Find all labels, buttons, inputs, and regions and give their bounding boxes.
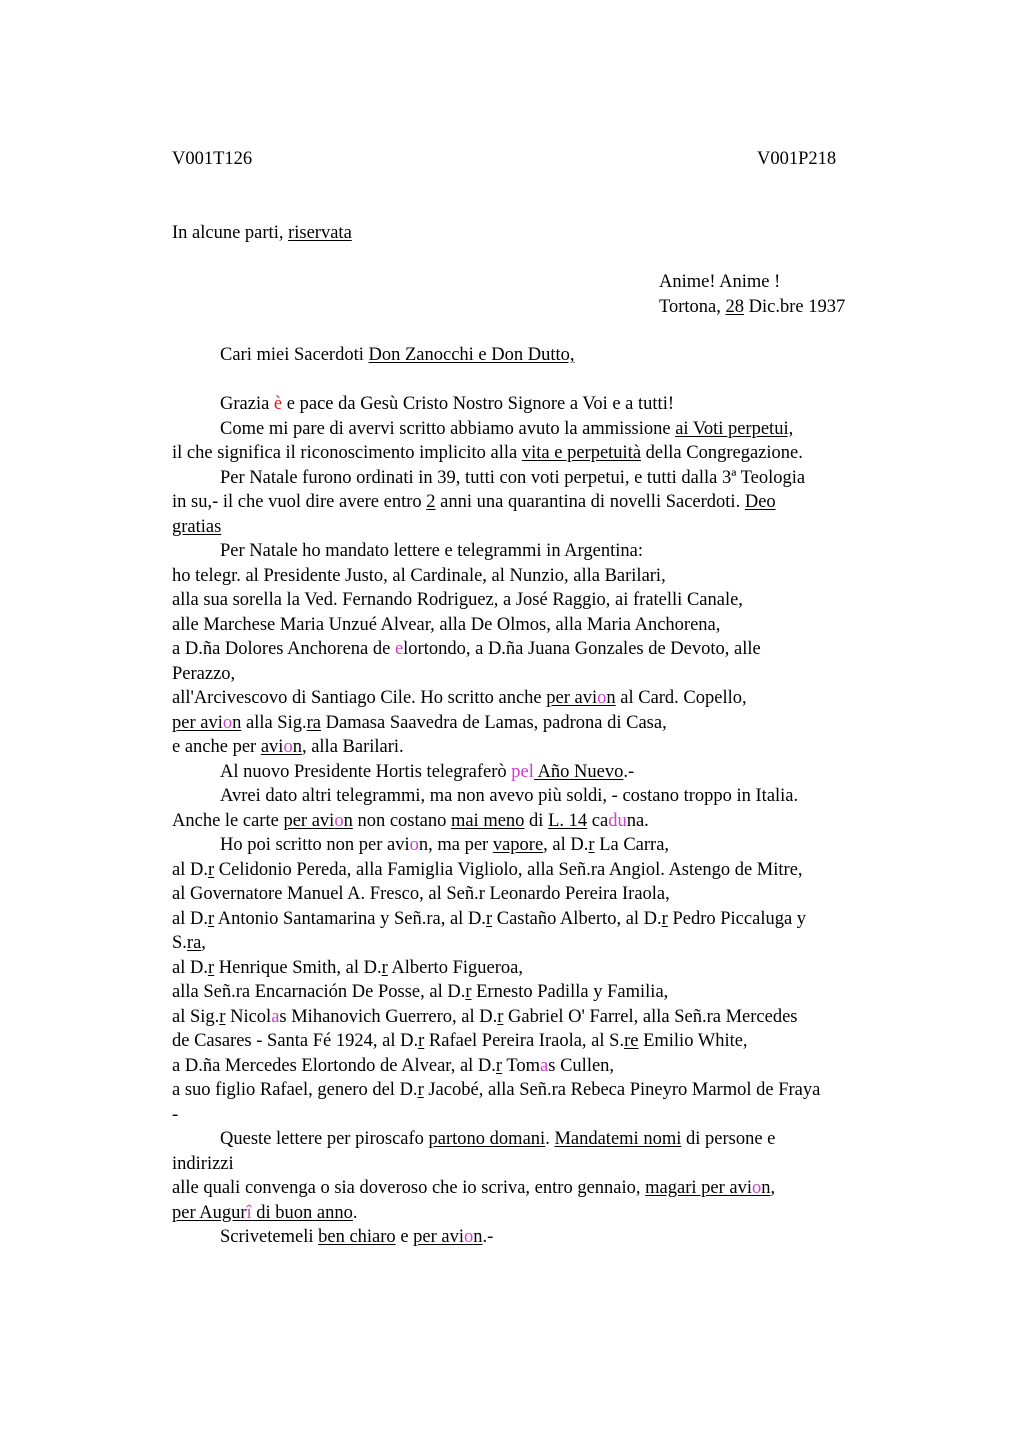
- paragraph-line: Grazia è e pace da Gesù Cristo Nostro Signore a Voi e a tutti!: [220, 394, 674, 414]
- paragraph-line: all'Arcivescovo di Santiago Cile. Ho scritto anche per avion al Card. Copello,: [172, 688, 747, 708]
- paragraph-line: Avrei dato altri telegrammi, ma non avevo più soldi, - costano troppo in Italia.: [220, 786, 799, 806]
- reserved-note: In alcune parti, riservata: [172, 223, 352, 243]
- paragraph-line: alla sua sorella la Ved. Fernando Rodriguez, a José Raggio, ai fratelli Canale,: [172, 590, 743, 610]
- paragraph-line: Ho poi scritto non per avion, ma per vapore, al D.r La Carra,: [220, 835, 670, 855]
- paragraph-line: per avion alla Sig.ra Damasa Saavedra de Lamas, padrona di Casa,: [172, 712, 667, 733]
- paragraph-line: a suo figlio Rafael, genero del D.r Jacobé, alla Señ.ra Rebeca Pineyro Marmol de Fraya: [172, 1080, 821, 1100]
- paragraph-line: Queste lettere per piroscafo partono domani. Mandatemi nomi di persone e: [220, 1129, 776, 1149]
- paragraph-line: al Governatore Manuel A. Fresco, al Señ.r Leonardo Pereira Iraola,: [172, 884, 670, 904]
- paragraph-line: Per Natale furono ordinati in 39, tutti con voti perpetui, e tutti dalla 3ª Teologia: [220, 467, 806, 488]
- salutation: Cari miei Sacerdoti Don Zanocchi e Don Dutto,: [220, 345, 575, 365]
- document-code-left: V001T126: [172, 149, 253, 169]
- paragraph-line: al D.r Henrique Smith, al D.r Alberto Figueroa,: [172, 957, 523, 978]
- document-code-right: V001P218: [757, 149, 837, 169]
- paragraph-line: Al nuovo Presidente Hortis telegraferò pel Año Nuevo.-: [220, 761, 635, 782]
- closing-line: Scrivetemeli ben chiaro e per avion.-: [220, 1227, 494, 1247]
- paragraph-line: e anche per avion, alla Barilari.: [172, 737, 404, 757]
- paragraph-line: S.ra,: [172, 933, 206, 953]
- paragraph-line: Perazzo,: [172, 663, 236, 684]
- paragraph-line: in su,- il che vuol dire avere entro 2 anni una quarantina di novelli Sacerdoti. Deo: [172, 492, 776, 512]
- date-place: Tortona, 28 Dic.bre 1937: [659, 296, 846, 317]
- paragraph-line: indirizzi: [172, 1153, 234, 1174]
- paragraph-line: alle quali convenga o sia doveroso che io scriva, entro gennaio, magari per avion,: [172, 1178, 776, 1198]
- paragraph-line: -: [172, 1104, 179, 1125]
- paragraph-line: a D.ña Mercedes Elortondo de Alvear, al D.r Tomas Cullen,: [172, 1055, 615, 1076]
- paragraph-line: alle Marchese Maria Unzué Alvear, alla De Olmos, alla Maria Anchorena,: [172, 614, 721, 635]
- paragraph-line: a D.ña Dolores Anchorena de elortondo, a D.ña Juana Gonzales de Devoto, alle: [172, 639, 761, 659]
- paragraph-line: il che significa il riconoscimento implicito alla vita e perpetuità della Congregazione.: [172, 443, 803, 463]
- paragraph-line: Come mi pare di avervi scritto abbiamo avuto la ammissione ai Voti perpetui,: [220, 418, 794, 439]
- paragraph-line: al Sig.r Nicolas Mihanovich Guerrero, al D.r Gabriel O' Farrel, alla Señ.ra Mercedes: [172, 1006, 798, 1027]
- paragraph-line: al D.r Celidonio Pereda, alla Famiglia Vigliolo, alla Señ.ra Angiol. Astengo de Mitre,: [172, 859, 803, 880]
- paragraph-line: de Casares - Santa Fé 1924, al D.r Rafael Pereira Iraola, al S.re Emilio White,: [172, 1031, 748, 1051]
- paragraph-line: al D.r Antonio Santamarina y Señ.ra, al D.r Castaño Alberto, al D.r Pedro Piccaluga y: [172, 908, 807, 929]
- paragraph-line: ho telegr. al Presidente Justo, al Cardinale, al Nunzio, alla Barilari,: [172, 565, 666, 586]
- letter-body: [172, 343, 897, 1250]
- paragraph-line: per Augurî di buon anno.: [172, 1202, 358, 1223]
- paragraph-line: Per Natale ho mandato lettere e telegrammi in Argentina:: [220, 541, 643, 561]
- paragraph-line: Anche le carte per avion non costano mai meno di L. 14 caduna.: [172, 810, 649, 831]
- motto: Anime! Anime !: [659, 272, 781, 292]
- paragraph-line: alla Señ.ra Encarnación De Posse, al D.r Ernesto Padilla y Familia,: [172, 982, 669, 1002]
- dateline: [659, 270, 845, 319]
- paragraph-line: gratias: [172, 516, 222, 537]
